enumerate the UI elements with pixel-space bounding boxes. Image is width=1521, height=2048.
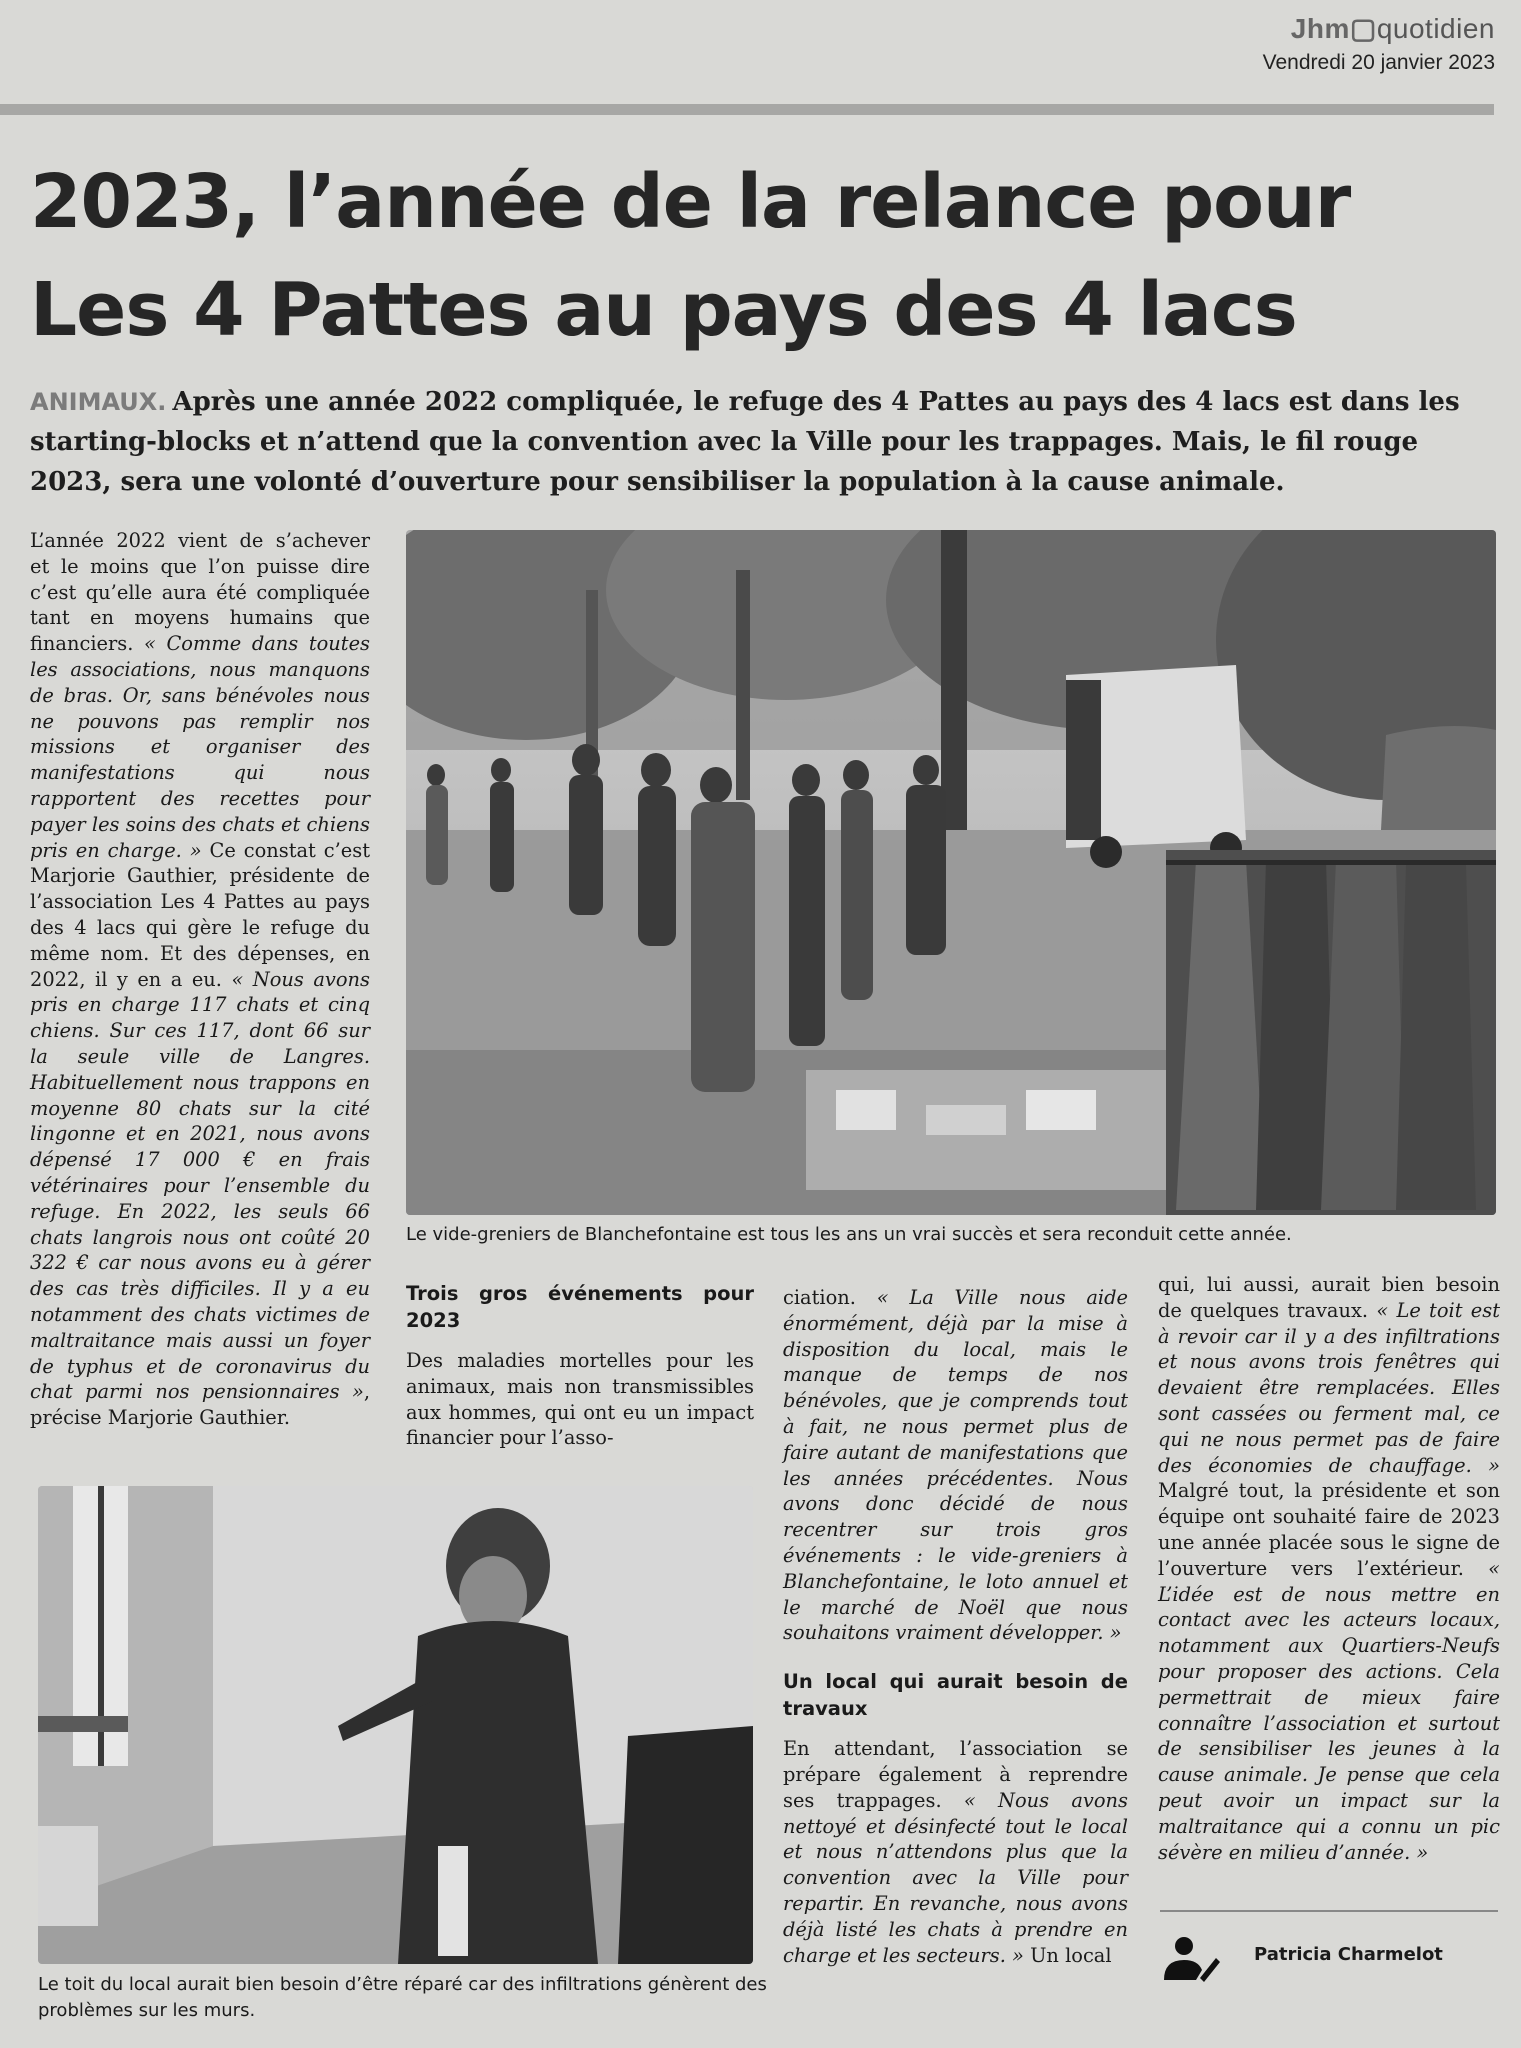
photo-flea-market [406,530,1496,1215]
col1-quote-2: « Nous avons pris en charge 117 chats et cinq chiens. Sur ces 117, dont 66 sur la seule ville de Langres. Habituellement nous trappons en moyenne 80 chats sur la cité lingonne et en 2021, nous avons dépensé 17 000 € en frais vétérinaires pour l’ensemble du refuge. En 2022, les seuls 66 chats langrois nous ont coûté 20 322 € car nous avons eu à gérer des cas très difficiles. Il y a eu notamment des chats victimes de maltraitance mais aussi un foyer de typhus et de coronavirus du chat parmi nos pensionnaires » [30,967,370,1404]
col3-quote-2: « Nous avons nettoyé et désinfecté tout le local et nous n’attendons plus que la convention avec la Ville pour repartir. En revanche, nous avons déjà listé les chats à prendre en charge et les secteurs. » [783,1788,1128,1967]
issue-date: Vendredi 20 janvier 2023 [1262,51,1495,74]
col4-paragraph-1: qui, lui aussi, aurait bien besoin de quelques travaux. [1158,1273,1500,1322]
col4-quote-1: « Le toit est à revoir car il y a des infiltrations et nous avons trois fenêtres qui devaient être remplacées. Elles sont cassées ou ferment mal, ce qui ne nous permet pas de faire des économies de chauffage. » [1158,1298,1500,1477]
article-column-3 [783,1285,1128,1968]
newspaper-brand [1263,12,1495,45]
col3-paragraph-3: Un local [1023,1943,1112,1967]
article-column-2 [406,1276,754,1451]
photo-flea-market-caption: Le vide-greniers de Blanchefontaine est tous les ans un vrai succès et sera reconduit cette année. [406,1224,1292,1245]
refuge-local-image [38,1486,753,1964]
col4-quote-2: « L’idée est de nous mettre en contact avec les acteurs locaux, notamment aux Quartiers-Neufs pour proposer des actions. Cela permettrait de mieux faire connaître l’association et surtout de sensibiliser les jeunes à la cause animale. Je pense que cela peut avoir un impact sur la maltraitance qui a connu un pic sévère en milieu d’année. » [1158,1556,1500,1864]
col3-paragraph-1: ciation. [783,1286,877,1309]
article-headline [30,148,1500,364]
brand-quotidien: quotidien [1376,13,1495,44]
col2-paragraph-1: Des maladies mortelles pour les animaux, mais non transmissibles aux hommes, qui ont eu un impact financier pour l’asso- [406,1349,754,1450]
flea-market-image [406,530,1496,1215]
col4-paragraph-2: Malgré tout, la présidente et son équipe ont souhaité faire de 2023 une année placée sous le signe de l’ouverture vers l’extérieur. [1158,1479,1500,1580]
subhead-three-events: Trois gros événements pour 2023 [406,1282,754,1332]
headline-line-2: Les 4 Pattes au pays des 4 lacs [30,267,1297,353]
col3-quote-1: « La Ville nous aide énormément, déjà par la mise à disposition du local, mais le manque de temps de nos bénévoles, que je comprends tout à fait, ne nous permet plus de faire autant de manifestations que les années précédentes. Nous avons donc décidé de nous recentrer sur trois gros événements : le vide-greniers à Blanchefontaine, le loto annuel et le marché de Noël que nous souhaitons vraiment développer. » [783,1286,1129,1645]
masthead [1263,12,1495,75]
author-signature [1160,1910,1500,1980]
col1-paragraph-3: , précise Marjorie Gauthier. [30,1380,370,1430]
brand-jhm: Jhm [1290,13,1350,44]
journalist-icon [1160,1936,1220,1984]
photo-refuge-local-caption: Le toit du local aurait bien besoin d’être réparé car des infiltrations génèrent des problèmes sur les murs. [38,1974,767,2021]
signature-rule [1160,1910,1498,1912]
col1-paragraph-2: Ce constat c’est Marjorie Gauthier, présidente de l’association Les 4 Pattes au pays des 4 lacs qui gère le refuge du même nom. Et des dépenses, en 2022, il y en a eu. [30,838,370,991]
col1-paragraph-1: L’année 2022 vient de s’achever et le moins que l’on puisse dire c’est qu’elle aura été compliquée tant en moyens humains que financiers. [30,529,370,656]
photo-refuge-local [38,1486,753,1964]
article-column-4 [1158,1272,1500,1865]
section-kicker: ANIMAUX. [30,388,167,416]
brand-logo-icon: ▢ [1349,13,1377,44]
article-lede [30,382,1470,502]
lede-text: Après une année 2022 compliquée, le refuge des 4 Pattes au pays des 4 lacs est dans les starting-blocks et n’attend que la convention avec la Ville pour les trappages. Mais, le fil rouge 2023, sera une volonté d’ouverture pour sensibiliser la population à la cause animale. [30,387,1460,497]
col3-paragraph-2: En attendant, l’association se prépare également à reprendre ses trappages. [783,1737,1128,1812]
header-rule [0,104,1494,115]
col1-quote-1: « Comme dans toutes les associations, nous manquons de bras. Or, sans bénévoles nous ne pouvons pas remplir nos missions et organiser des manifestations qui nous rapportent des recettes pour payer les soins des chats et chiens pris en charge. » [30,632,371,862]
author-name: Patricia Charmelot [1254,1944,1443,1965]
headline-line-1: 2023, l’année de la relance pour [30,159,1351,245]
article-column-1 [30,528,370,1431]
subhead-local-works: Un local qui aurait besoin de travaux [783,1670,1128,1721]
